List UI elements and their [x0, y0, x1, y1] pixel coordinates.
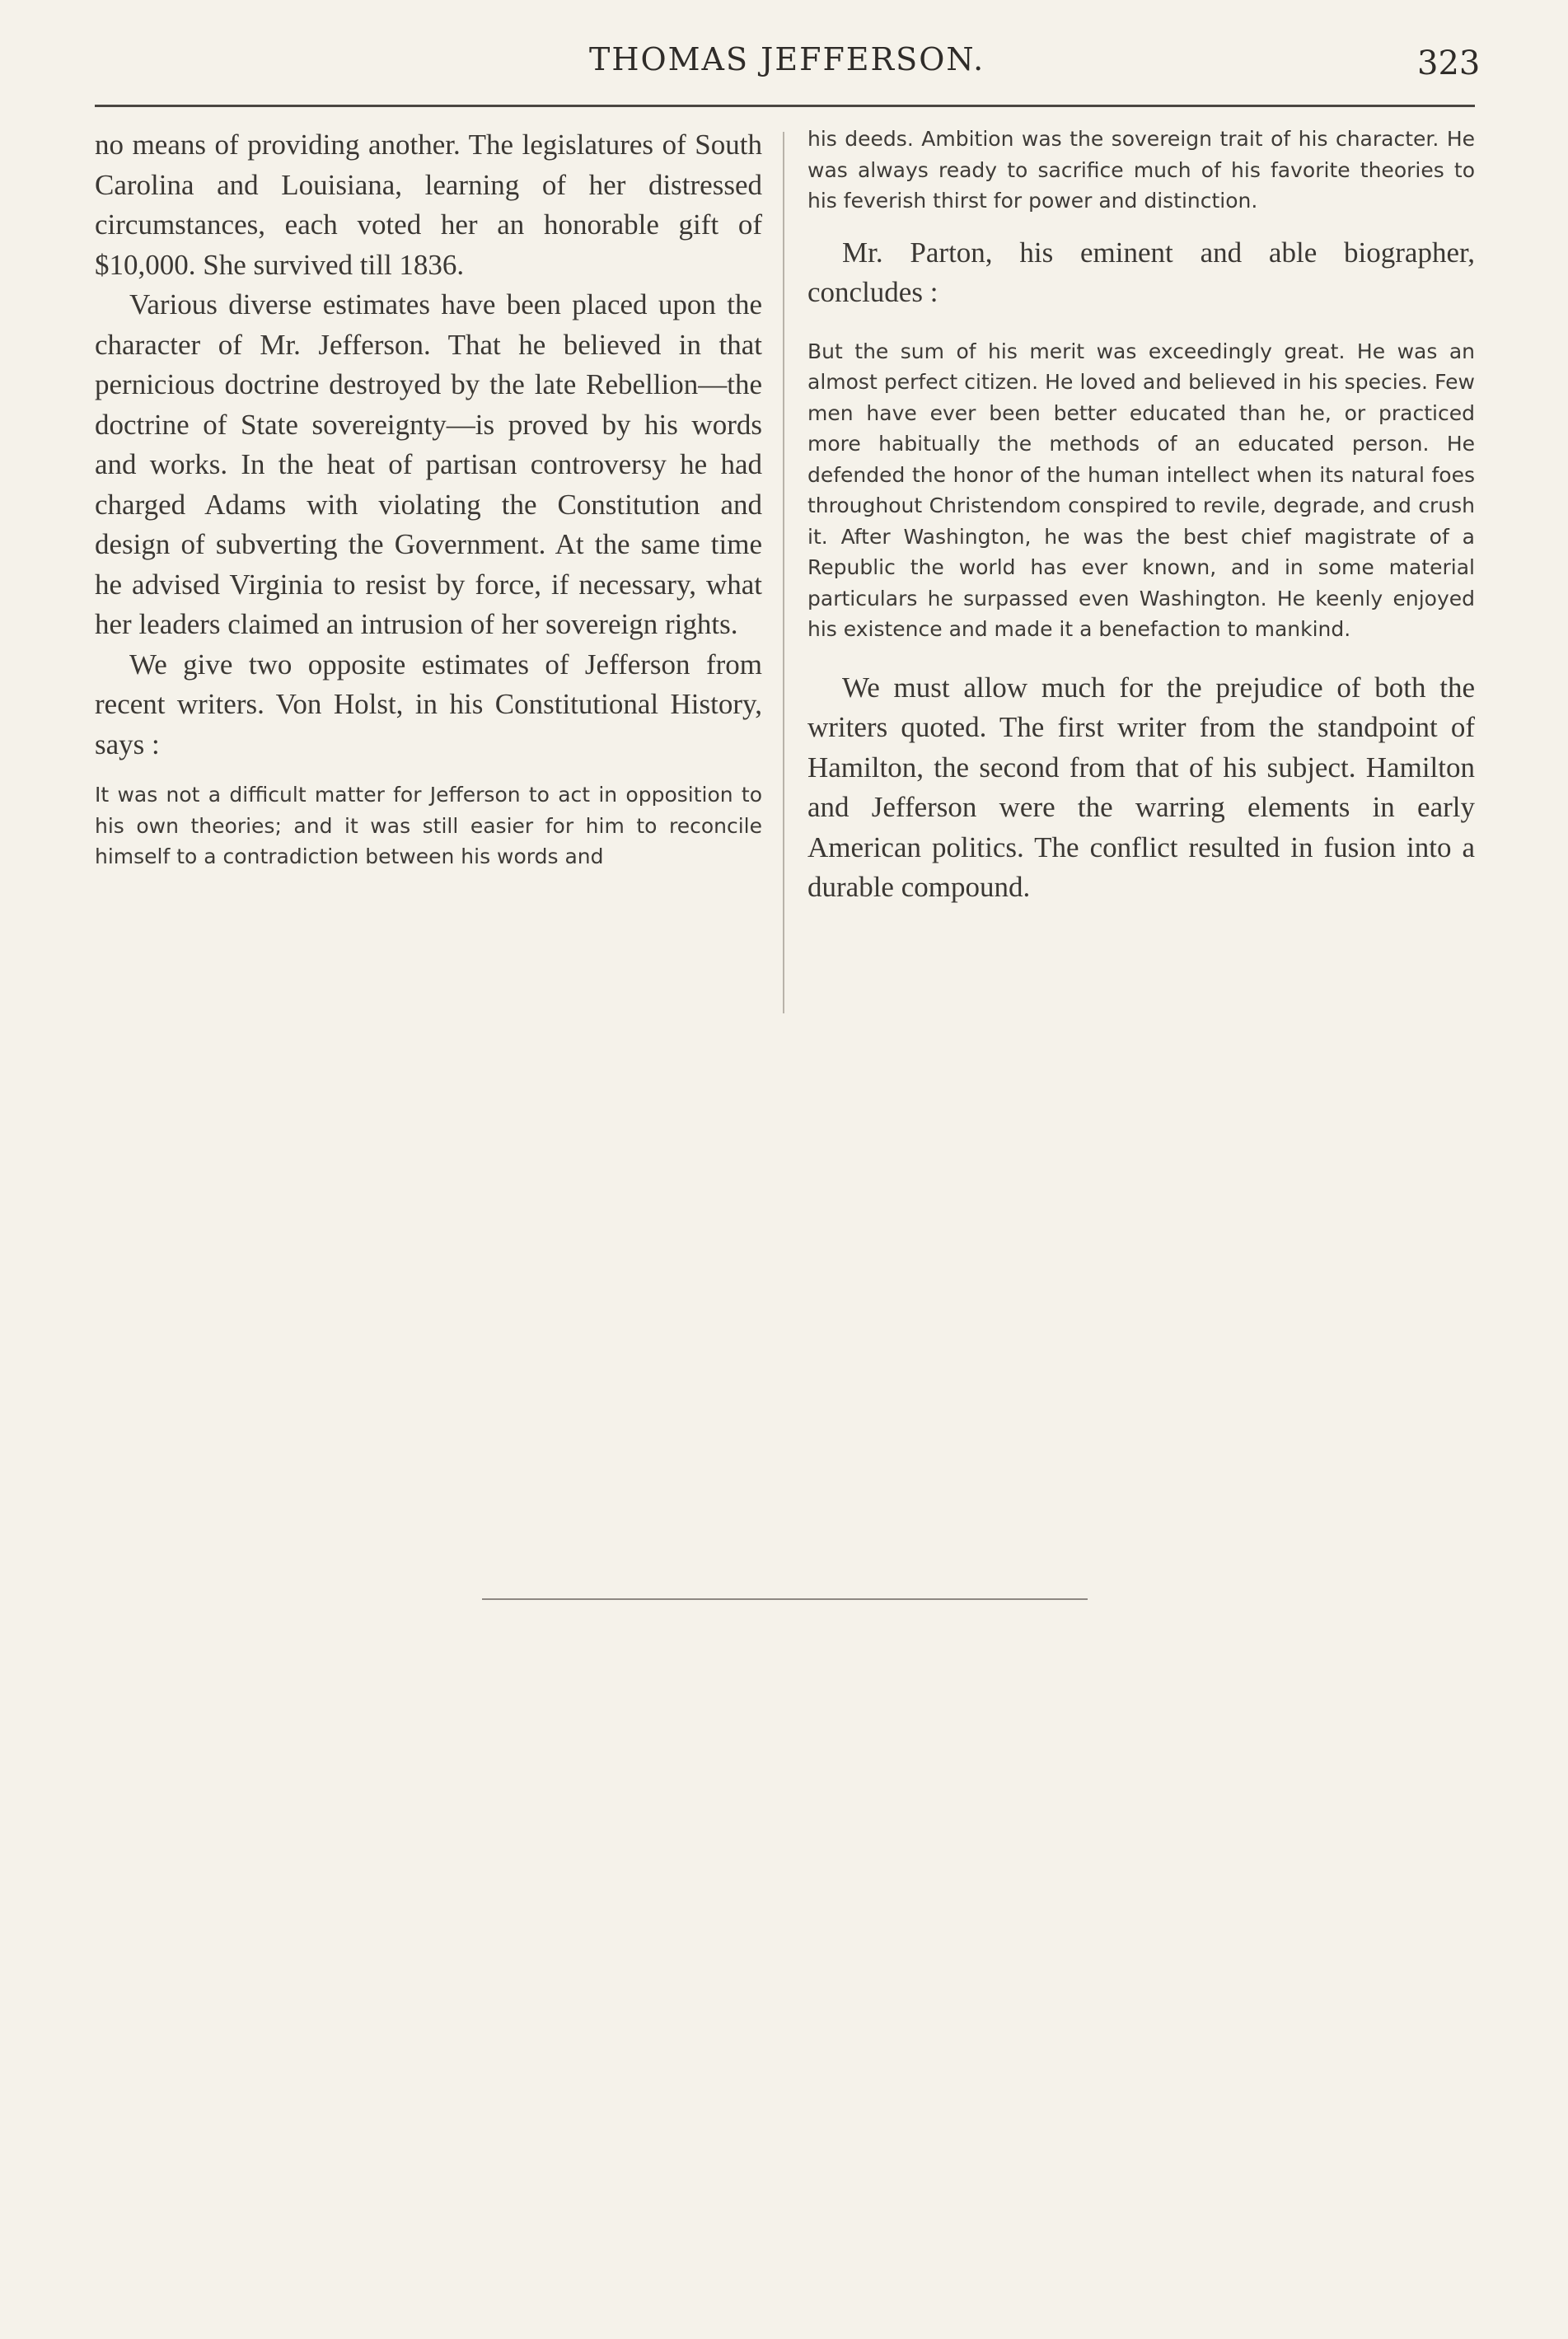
parton-quote: But the sum of his merit was exceedingly great. He was an almost perfect citizen. He loved and believed in his species. Few men have ever been better educated than he, or practiced more habitually the methods of an educated person. He defended the honor of the human intellect when its natural foes throughout Christendom conspired to revile, degrade, and crush it. After Washington, he was the best chief magistrate of a Republic the world has ever known, and in some material particulars he surpassed even Washington. He keenly enjoyed his existence and made it a benefaction to mankind.: [807, 339, 1475, 641]
running-head: [0, 41, 1568, 91]
von-holst-quote-continued: his deeds. Ambition was the sovereign trait of his character. He was always ready to sacrifice much of his favorite theories to his feverish thirst for power and distinction.: [807, 127, 1475, 213]
page-number: 323: [1417, 44, 1481, 82]
left-paragraph-1: no means of providing another. The legislatures of South Carolina and Louisiana, learning of her distressed circumstances, each voted her an honorable gift of $10,000. She survived till 1836.: [95, 129, 762, 281]
column-divider: [783, 132, 784, 1013]
left-paragraph-3: We give two opposite estimates of Jefferson from recent writers. Von Holst, in his Constitutional History, says :: [95, 648, 762, 760]
left-paragraph-2: Various diverse estimates have been placed upon the character of Mr. Jefferson. That he believed in that pernicious doctrine destroyed by the late Rebellion—the doctrine of State sovereignty—is proved by his words and works. In the heat of partisan controversy he had charged Adams with violating the Constitution and design of subverting the Government. At the same time he advised Virginia to resist by force, if necessary, what her leaders claimed an intrusion of her sovereign rights.: [95, 288, 762, 640]
running-title: THOMAS JEFFERSON.: [589, 41, 985, 77]
right-column: [807, 124, 1475, 908]
chapter-end-rule: [482, 1598, 1088, 1600]
von-holst-quote: It was not a difficult matter for Jefferson to act in opposition to his own theories; and it was still easier for him to reconcile himself to a contradiction between his words and: [95, 783, 762, 868]
left-column: [95, 124, 762, 872]
header-rule: [95, 105, 1475, 107]
right-paragraph-1: Mr. Parton, his eminent and able biographer, concludes :: [807, 236, 1475, 308]
right-paragraph-2: We must allow much for the prejudice of both the writers quoted. The first writer from the standpoint of Hamilton, the second from that of his subject. Hamilton and Jefferson were the warring elements in early American politics. The conflict resulted in fusion into a durable compound.: [807, 671, 1475, 903]
